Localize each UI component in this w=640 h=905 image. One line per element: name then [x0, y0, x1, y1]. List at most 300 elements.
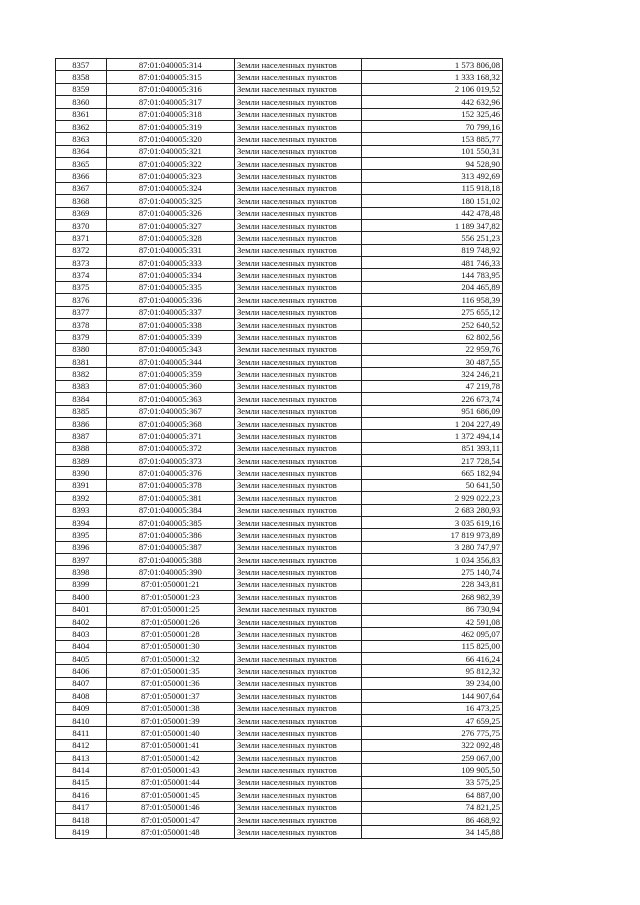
cadastral-value-cell: 95 812,32	[362, 665, 503, 677]
cadastral-number-cell: 87:01:040005:337	[106, 306, 234, 318]
cadastral-value-cell: 217 728,54	[362, 455, 503, 467]
table-row	[56, 504, 503, 516]
land-category-cell: Земли населенных пунктов	[234, 244, 361, 256]
cadastral-number-cell: 87:01:040005:336	[106, 294, 234, 306]
land-category-cell: Земли населенных пунктов	[234, 566, 361, 578]
row-number-cell: 8363	[56, 133, 107, 145]
table-row	[56, 516, 503, 528]
row-number-cell: 8374	[56, 269, 107, 281]
row-number-cell: 8377	[56, 306, 107, 318]
cadastral-value-cell: 86 468,92	[362, 813, 503, 825]
land-category-cell: Земли населенных пунктов	[234, 516, 361, 528]
row-number-cell: 8379	[56, 331, 107, 343]
table-row	[56, 430, 503, 442]
row-number-cell: 8375	[56, 281, 107, 293]
cadastral-value-cell: 70 799,16	[362, 120, 503, 132]
cadastral-value-cell: 144 783,95	[362, 269, 503, 281]
table-row	[56, 120, 503, 132]
cadastral-value-cell: 1 189 347,82	[362, 219, 503, 231]
row-number-cell: 8387	[56, 430, 107, 442]
cadastral-value-cell: 42 591,08	[362, 615, 503, 627]
land-category-cell: Земли населенных пунктов	[234, 628, 361, 640]
cadastral-number-cell: 87:01:050001:28	[106, 628, 234, 640]
cadastral-value-cell: 1 204 227,49	[362, 417, 503, 429]
cadastral-number-cell: 87:01:040005:333	[106, 257, 234, 269]
row-number-cell: 8418	[56, 813, 107, 825]
cadastral-value-cell: 116 958,39	[362, 294, 503, 306]
cadastral-value-cell: 1 372 494,14	[362, 430, 503, 442]
cadastral-value-cell: 22 959,76	[362, 343, 503, 355]
cadastral-number-cell: 87:01:040005:363	[106, 393, 234, 405]
table-row	[56, 665, 503, 677]
row-number-cell: 8388	[56, 442, 107, 454]
row-number-cell: 8378	[56, 318, 107, 330]
cadastral-number-cell: 87:01:040005:359	[106, 368, 234, 380]
table-row	[56, 615, 503, 627]
land-category-cell: Земли населенных пунктов	[234, 393, 361, 405]
land-category-cell: Земли населенных пунктов	[234, 665, 361, 677]
table-row	[56, 306, 503, 318]
land-category-cell: Земли населенных пунктов	[234, 405, 361, 417]
land-category-cell: Земли населенных пунктов	[234, 59, 361, 71]
land-category-cell: Земли населенных пунктов	[234, 615, 361, 627]
table-row	[56, 294, 503, 306]
table-row	[56, 318, 503, 330]
row-number-cell: 8403	[56, 628, 107, 640]
table-row	[56, 826, 503, 838]
table-row	[56, 356, 503, 368]
row-number-cell: 8401	[56, 603, 107, 615]
row-number-cell: 8364	[56, 145, 107, 157]
cadastral-number-cell: 87:01:040005:319	[106, 120, 234, 132]
cadastral-number-cell: 87:01:040005:367	[106, 405, 234, 417]
cadastral-number-cell: 87:01:050001:41	[106, 739, 234, 751]
land-category-cell: Земли населенных пунктов	[234, 232, 361, 244]
cadastral-value-cell: 2 106 019,52	[362, 83, 503, 95]
cadastral-value-cell: 322 092,48	[362, 739, 503, 751]
row-number-cell: 8370	[56, 219, 107, 231]
cadastral-number-cell: 87:01:040005:338	[106, 318, 234, 330]
row-number-cell: 8360	[56, 96, 107, 108]
cadastral-number-cell: 87:01:040005:325	[106, 195, 234, 207]
land-category-cell: Земли населенных пунктов	[234, 690, 361, 702]
cadastral-value-cell: 204 465,89	[362, 281, 503, 293]
cadastral-number-cell: 87:01:040005:343	[106, 343, 234, 355]
land-category-cell: Земли населенных пунктов	[234, 356, 361, 368]
table-row	[56, 752, 503, 764]
row-number-cell: 8368	[56, 195, 107, 207]
cadastral-number-cell: 87:01:050001:35	[106, 665, 234, 677]
row-number-cell: 8398	[56, 566, 107, 578]
cadastral-number-cell: 87:01:040005:386	[106, 529, 234, 541]
table-row	[56, 479, 503, 491]
cadastral-value-cell: 33 575,25	[362, 776, 503, 788]
table-row	[56, 380, 503, 392]
row-number-cell: 8402	[56, 615, 107, 627]
land-category-cell: Земли населенных пунктов	[234, 752, 361, 764]
cadastral-value-cell: 819 748,92	[362, 244, 503, 256]
cadastral-value-cell: 115 825,00	[362, 640, 503, 652]
cadastral-number-cell: 87:01:050001:26	[106, 615, 234, 627]
table-body	[56, 59, 503, 839]
row-number-cell: 8390	[56, 467, 107, 479]
cadastral-number-cell: 87:01:040005:314	[106, 59, 234, 71]
table-row	[56, 158, 503, 170]
table-row	[56, 133, 503, 145]
row-number-cell: 8382	[56, 368, 107, 380]
cadastral-value-cell: 2 929 022,23	[362, 492, 503, 504]
land-category-cell: Земли населенных пунктов	[234, 182, 361, 194]
land-parcels-table	[55, 58, 503, 839]
cadastral-value-cell: 252 640,52	[362, 318, 503, 330]
row-number-cell: 8407	[56, 677, 107, 689]
table-row	[56, 739, 503, 751]
cadastral-number-cell: 87:01:040005:390	[106, 566, 234, 578]
cadastral-value-cell: 442 632,96	[362, 96, 503, 108]
cadastral-number-cell: 87:01:040005:335	[106, 281, 234, 293]
row-number-cell: 8414	[56, 764, 107, 776]
table-row	[56, 455, 503, 467]
land-category-cell: Земли населенных пунктов	[234, 826, 361, 838]
cadastral-value-cell: 17 819 973,89	[362, 529, 503, 541]
cadastral-value-cell: 180 151,02	[362, 195, 503, 207]
row-number-cell: 8413	[56, 752, 107, 764]
row-number-cell: 8419	[56, 826, 107, 838]
cadastral-number-cell: 87:01:040005:373	[106, 455, 234, 467]
row-number-cell: 8371	[56, 232, 107, 244]
land-category-cell: Земли населенных пунктов	[234, 578, 361, 590]
cadastral-value-cell: 74 821,25	[362, 801, 503, 813]
cadastral-number-cell: 87:01:050001:43	[106, 764, 234, 776]
cadastral-value-cell: 462 095,07	[362, 628, 503, 640]
cadastral-number-cell: 87:01:040005:323	[106, 170, 234, 182]
cadastral-number-cell: 87:01:040005:322	[106, 158, 234, 170]
cadastral-number-cell: 87:01:050001:45	[106, 789, 234, 801]
land-category-cell: Земли населенных пунктов	[234, 554, 361, 566]
cadastral-value-cell: 152 325,46	[362, 108, 503, 120]
table-row	[56, 467, 503, 479]
row-number-cell: 8394	[56, 516, 107, 528]
cadastral-value-cell: 442 478,48	[362, 207, 503, 219]
table-row	[56, 727, 503, 739]
cadastral-value-cell: 481 746,33	[362, 257, 503, 269]
cadastral-number-cell: 87:01:040005:326	[106, 207, 234, 219]
row-number-cell: 8361	[56, 108, 107, 120]
row-number-cell: 8393	[56, 504, 107, 516]
row-number-cell: 8357	[56, 59, 107, 71]
cadastral-value-cell: 275 140,74	[362, 566, 503, 578]
land-category-cell: Земли населенных пунктов	[234, 96, 361, 108]
table-row	[56, 776, 503, 788]
row-number-cell: 8412	[56, 739, 107, 751]
table-row	[56, 492, 503, 504]
row-number-cell: 8395	[56, 529, 107, 541]
land-category-cell: Земли населенных пунктов	[234, 343, 361, 355]
table-row	[56, 677, 503, 689]
cadastral-number-cell: 87:01:050001:21	[106, 578, 234, 590]
land-category-cell: Земли населенных пунктов	[234, 306, 361, 318]
land-category-cell: Земли населенных пунктов	[234, 133, 361, 145]
cadastral-number-cell: 87:01:050001:46	[106, 801, 234, 813]
land-category-cell: Земли населенных пунктов	[234, 455, 361, 467]
land-category-cell: Земли населенных пунктов	[234, 120, 361, 132]
cadastral-number-cell: 87:01:040005:372	[106, 442, 234, 454]
land-category-cell: Земли населенных пунктов	[234, 529, 361, 541]
table-row	[56, 269, 503, 281]
cadastral-number-cell: 87:01:040005:334	[106, 269, 234, 281]
table-row	[56, 702, 503, 714]
cadastral-value-cell: 115 918,18	[362, 182, 503, 194]
table-row	[56, 219, 503, 231]
row-number-cell: 8405	[56, 653, 107, 665]
cadastral-value-cell: 324 246,21	[362, 368, 503, 380]
cadastral-number-cell: 87:01:040005:317	[106, 96, 234, 108]
table-row	[56, 628, 503, 640]
cadastral-value-cell: 1 573 806,08	[362, 59, 503, 71]
cadastral-value-cell: 34 145,88	[362, 826, 503, 838]
cadastral-number-cell: 87:01:040005:387	[106, 541, 234, 553]
cadastral-value-cell: 259 067,00	[362, 752, 503, 764]
land-category-cell: Земли населенных пунктов	[234, 108, 361, 120]
land-category-cell: Земли населенных пунктов	[234, 789, 361, 801]
land-category-cell: Земли населенных пунктов	[234, 257, 361, 269]
row-number-cell: 8392	[56, 492, 107, 504]
cadastral-number-cell: 87:01:040005:339	[106, 331, 234, 343]
land-category-cell: Земли населенных пунктов	[234, 331, 361, 343]
row-number-cell: 8415	[56, 776, 107, 788]
cadastral-number-cell: 87:01:050001:30	[106, 640, 234, 652]
land-category-cell: Земли населенных пунктов	[234, 727, 361, 739]
row-number-cell: 8410	[56, 714, 107, 726]
row-number-cell: 8408	[56, 690, 107, 702]
land-category-cell: Земли населенных пунктов	[234, 281, 361, 293]
land-category-cell: Земли населенных пунктов	[234, 417, 361, 429]
cadastral-number-cell: 87:01:040005:344	[106, 356, 234, 368]
land-category-cell: Земли населенных пунктов	[234, 442, 361, 454]
cadastral-value-cell: 66 416,24	[362, 653, 503, 665]
table-row	[56, 195, 503, 207]
row-number-cell: 8373	[56, 257, 107, 269]
cadastral-value-cell: 86 730,94	[362, 603, 503, 615]
cadastral-number-cell: 87:01:040005:315	[106, 71, 234, 83]
cadastral-number-cell: 87:01:040005:388	[106, 554, 234, 566]
cadastral-value-cell: 1 034 356,83	[362, 554, 503, 566]
land-category-cell: Земли населенных пунктов	[234, 83, 361, 95]
cadastral-value-cell: 47 219,78	[362, 380, 503, 392]
cadastral-number-cell: 87:01:040005:371	[106, 430, 234, 442]
row-number-cell: 8389	[56, 455, 107, 467]
land-category-cell: Земли населенных пунктов	[234, 158, 361, 170]
table-row	[56, 170, 503, 182]
table-row	[56, 393, 503, 405]
row-number-cell: 8391	[56, 479, 107, 491]
table-row	[56, 640, 503, 652]
row-number-cell: 8365	[56, 158, 107, 170]
cadastral-value-cell: 276 775,75	[362, 727, 503, 739]
land-category-cell: Земли населенных пунктов	[234, 677, 361, 689]
cadastral-value-cell: 47 659,25	[362, 714, 503, 726]
row-number-cell: 8358	[56, 71, 107, 83]
table-row	[56, 603, 503, 615]
cadastral-number-cell: 87:01:040005:360	[106, 380, 234, 392]
table-row	[56, 71, 503, 83]
row-number-cell: 8400	[56, 591, 107, 603]
row-number-cell: 8411	[56, 727, 107, 739]
row-number-cell: 8369	[56, 207, 107, 219]
cadastral-number-cell: 87:01:050001:23	[106, 591, 234, 603]
table-row	[56, 566, 503, 578]
cadastral-value-cell: 226 673,74	[362, 393, 503, 405]
table-row	[56, 529, 503, 541]
row-number-cell: 8384	[56, 393, 107, 405]
cadastral-number-cell: 87:01:050001:36	[106, 677, 234, 689]
table-row	[56, 417, 503, 429]
row-number-cell: 8362	[56, 120, 107, 132]
land-category-cell: Земли населенных пунктов	[234, 170, 361, 182]
cadastral-value-cell: 1 333 168,32	[362, 71, 503, 83]
table-row	[56, 653, 503, 665]
cadastral-number-cell: 87:01:040005:324	[106, 182, 234, 194]
table-row	[56, 442, 503, 454]
cadastral-number-cell: 87:01:040005:378	[106, 479, 234, 491]
cadastral-number-cell: 87:01:050001:38	[106, 702, 234, 714]
cadastral-number-cell: 87:01:040005:328	[106, 232, 234, 244]
land-category-cell: Земли населенных пунктов	[234, 219, 361, 231]
row-number-cell: 8385	[56, 405, 107, 417]
cadastral-number-cell: 87:01:050001:37	[106, 690, 234, 702]
table-row	[56, 789, 503, 801]
table-row	[56, 108, 503, 120]
land-category-cell: Земли населенных пунктов	[234, 467, 361, 479]
table-row	[56, 182, 503, 194]
land-category-cell: Земли населенных пунктов	[234, 380, 361, 392]
table-row	[56, 690, 503, 702]
table-row	[56, 331, 503, 343]
land-category-cell: Земли населенных пунктов	[234, 603, 361, 615]
row-number-cell: 8404	[56, 640, 107, 652]
table-row	[56, 405, 503, 417]
cadastral-value-cell: 851 393,11	[362, 442, 503, 454]
cadastral-value-cell: 2 683 280,93	[362, 504, 503, 516]
cadastral-number-cell: 87:01:050001:47	[106, 813, 234, 825]
land-category-cell: Земли населенных пунктов	[234, 801, 361, 813]
row-number-cell: 8383	[56, 380, 107, 392]
cadastral-value-cell: 275 655,12	[362, 306, 503, 318]
cadastral-number-cell: 87:01:040005:327	[106, 219, 234, 231]
land-category-cell: Земли населенных пунктов	[234, 653, 361, 665]
row-number-cell: 8380	[56, 343, 107, 355]
cadastral-number-cell: 87:01:050001:44	[106, 776, 234, 788]
cadastral-value-cell: 94 528,90	[362, 158, 503, 170]
land-category-cell: Земли населенных пунктов	[234, 591, 361, 603]
table-row	[56, 368, 503, 380]
table-row	[56, 541, 503, 553]
cadastral-number-cell: 87:01:040005:385	[106, 516, 234, 528]
land-category-cell: Земли населенных пунктов	[234, 71, 361, 83]
table-row	[56, 578, 503, 590]
cadastral-value-cell: 3 035 619,16	[362, 516, 503, 528]
table-row	[56, 257, 503, 269]
cadastral-number-cell: 87:01:040005:331	[106, 244, 234, 256]
row-number-cell: 8359	[56, 83, 107, 95]
cadastral-number-cell: 87:01:040005:368	[106, 417, 234, 429]
land-category-cell: Земли населенных пунктов	[234, 813, 361, 825]
table-row	[56, 244, 503, 256]
cadastral-number-cell: 87:01:040005:320	[106, 133, 234, 145]
cadastral-number-cell: 87:01:040005:384	[106, 504, 234, 516]
table-row	[56, 232, 503, 244]
row-number-cell: 8416	[56, 789, 107, 801]
land-category-cell: Земли населенных пунктов	[234, 430, 361, 442]
land-category-cell: Земли населенных пунктов	[234, 714, 361, 726]
cadastral-value-cell: 665 182,94	[362, 467, 503, 479]
row-number-cell: 8386	[56, 417, 107, 429]
land-category-cell: Земли населенных пунктов	[234, 504, 361, 516]
row-number-cell: 8406	[56, 665, 107, 677]
land-category-cell: Земли населенных пунктов	[234, 368, 361, 380]
land-category-cell: Земли населенных пунктов	[234, 640, 361, 652]
table-row	[56, 59, 503, 71]
land-category-cell: Земли населенных пунктов	[234, 294, 361, 306]
row-number-cell: 8367	[56, 182, 107, 194]
row-number-cell: 8417	[56, 801, 107, 813]
table-row	[56, 554, 503, 566]
cadastral-value-cell: 268 982,39	[362, 591, 503, 603]
table-row	[56, 591, 503, 603]
row-number-cell: 8396	[56, 541, 107, 553]
cadastral-number-cell: 87:01:040005:318	[106, 108, 234, 120]
table-row	[56, 813, 503, 825]
cadastral-value-cell: 39 234,00	[362, 677, 503, 689]
cadastral-value-cell: 3 280 747,97	[362, 541, 503, 553]
table-row	[56, 83, 503, 95]
table-row	[56, 207, 503, 219]
table-row	[56, 714, 503, 726]
land-category-cell: Земли населенных пунктов	[234, 145, 361, 157]
cadastral-value-cell: 62 802,56	[362, 331, 503, 343]
cadastral-number-cell: 87:01:050001:48	[106, 826, 234, 838]
cadastral-value-cell: 153 885,77	[362, 133, 503, 145]
cadastral-value-cell: 313 492,69	[362, 170, 503, 182]
cadastral-value-cell: 50 641,50	[362, 479, 503, 491]
cadastral-value-cell: 951 686,09	[362, 405, 503, 417]
cadastral-value-cell: 556 251,23	[362, 232, 503, 244]
table-row	[56, 145, 503, 157]
cadastral-value-cell: 30 487,55	[362, 356, 503, 368]
cadastral-number-cell: 87:01:040005:376	[106, 467, 234, 479]
table-row	[56, 343, 503, 355]
row-number-cell: 8376	[56, 294, 107, 306]
row-number-cell: 8372	[56, 244, 107, 256]
cadastral-number-cell: 87:01:050001:32	[106, 653, 234, 665]
cadastral-value-cell: 109 905,50	[362, 764, 503, 776]
land-category-cell: Земли населенных пунктов	[234, 479, 361, 491]
row-number-cell: 8366	[56, 170, 107, 182]
land-category-cell: Земли населенных пунктов	[234, 764, 361, 776]
cadastral-value-cell: 228 343,81	[362, 578, 503, 590]
table-row	[56, 96, 503, 108]
cadastral-number-cell: 87:01:040005:316	[106, 83, 234, 95]
land-category-cell: Земли населенных пунктов	[234, 207, 361, 219]
row-number-cell: 8381	[56, 356, 107, 368]
cadastral-number-cell: 87:01:050001:39	[106, 714, 234, 726]
cadastral-value-cell: 64 887,00	[362, 789, 503, 801]
row-number-cell: 8409	[56, 702, 107, 714]
cadastral-number-cell: 87:01:040005:381	[106, 492, 234, 504]
row-number-cell: 8399	[56, 578, 107, 590]
cadastral-number-cell: 87:01:050001:40	[106, 727, 234, 739]
land-category-cell: Земли населенных пунктов	[234, 195, 361, 207]
